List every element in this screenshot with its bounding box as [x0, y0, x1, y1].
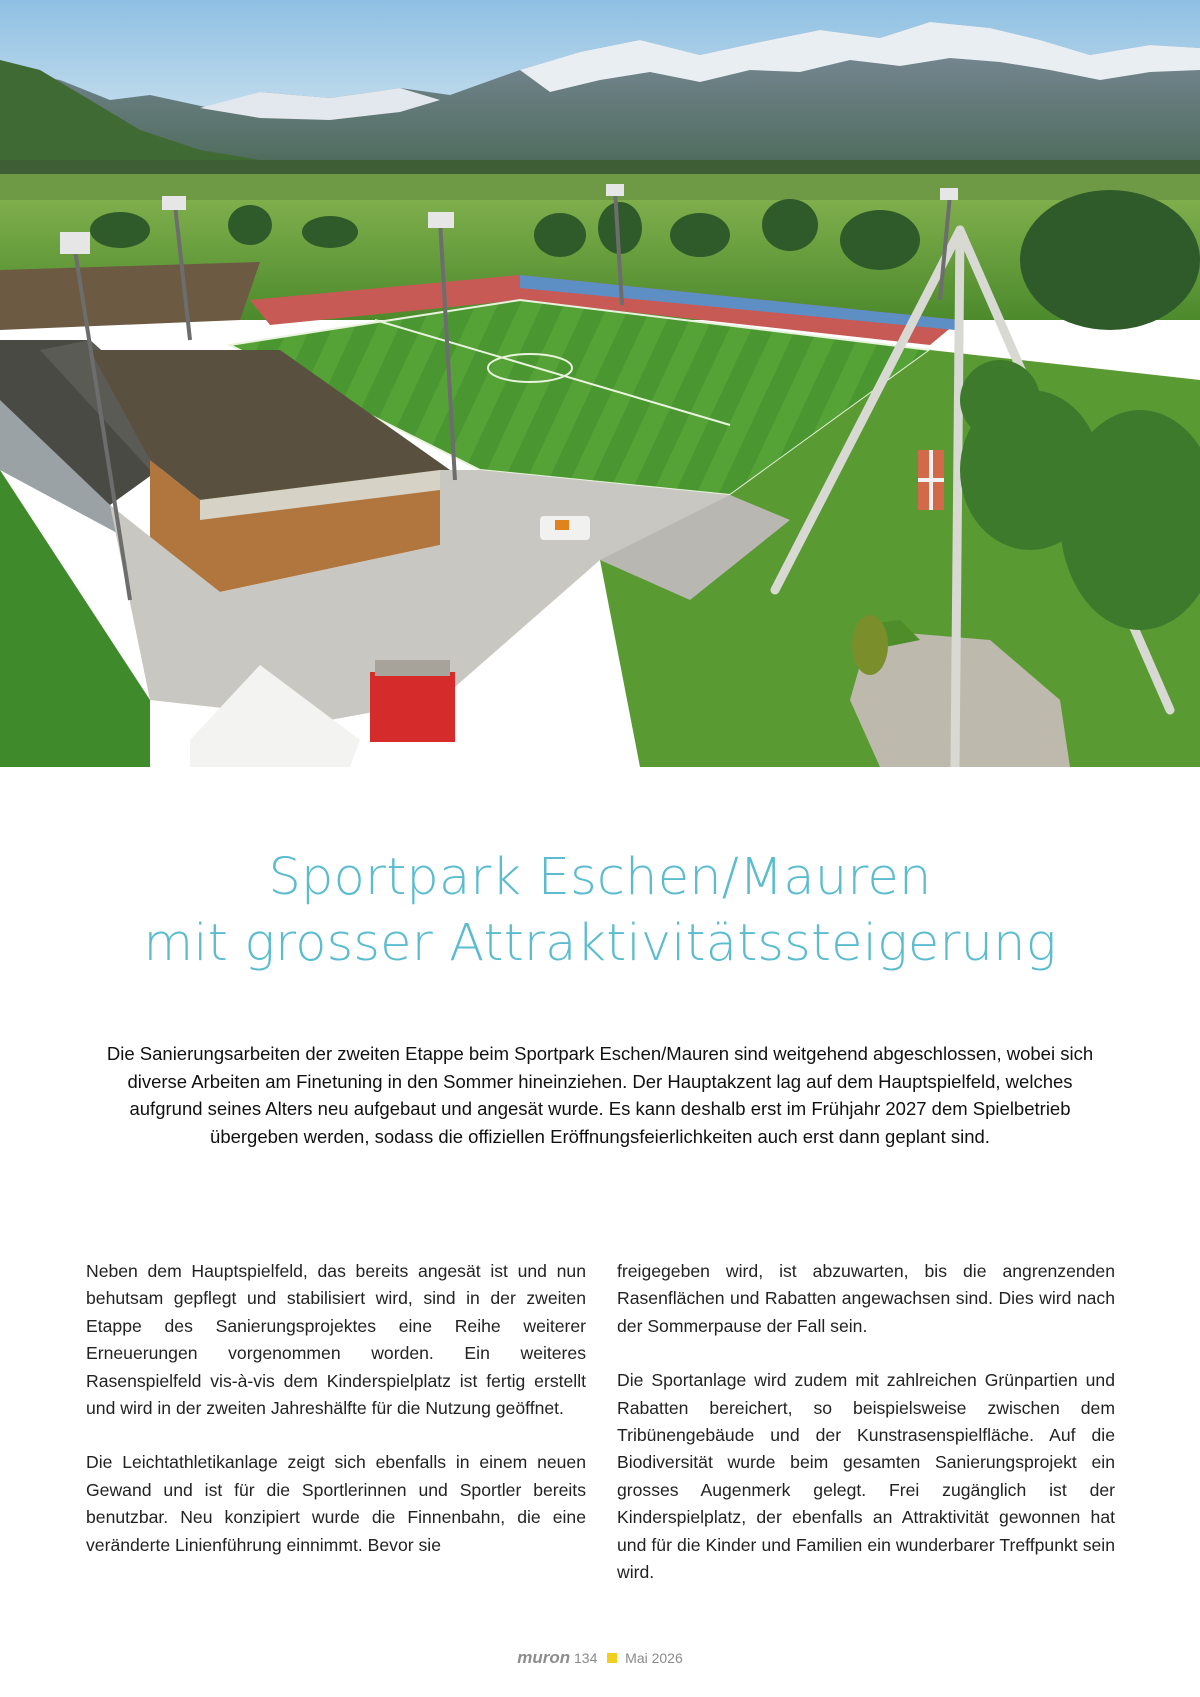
issue-number: 134	[574, 1650, 598, 1666]
body-paragraph: Neben dem Hauptspielfeld, das bereits angesät ist und nun behutsam gepflegt und stabilisiert wird, sind in der zweiten Etappe des Sanierungsprojektes eine Reihe weiterer Erneuerungen vorgenommen worden. Ein weiteres Rasenspielfeld vis-à-vis dem Kinderspielplatz ist fertig erstellt und wird in der zweiten Jahreshälfte für die Nutzung geöffnet.	[86, 1261, 586, 1419]
article-title-line-1: Sportpark Eschen/Mauren	[268, 848, 932, 907]
hero-photo	[0, 0, 1200, 767]
page-footer	[0, 1648, 1200, 1668]
magazine-name: muron	[517, 1648, 571, 1667]
article-title	[0, 845, 1200, 977]
issue-date: Mai 2026	[625, 1650, 683, 1666]
body-column-left	[86, 1258, 586, 1559]
body-column-right	[617, 1258, 1115, 1586]
body-paragraph: Die Leichtathletikanlage zeigt sich ebenfalls in einem neuen Gewand und ist für die Sportlerinnen und Sportler bereits benutzbar. Neu konzipiert wurde die Finnenbahn, die eine veränderte Linienführung einnimmt. Bevor sie	[86, 1452, 586, 1555]
body-paragraph: freigegeben wird, ist abzuwarten, bis die angrenzenden Rasenflächen und Rabatten angewachsen sind. Dies wird nach der Sommerpause der Fall sein.	[617, 1261, 1115, 1336]
article-lead: Die Sanierungsarbeiten der zweiten Etappe beim Sportpark Eschen/Mauren sind weitgehend abgeschlossen, wobei sich diverse Arbeiten am Finetuning in den Sommer hineinziehen. Der Hauptakzent lag auf dem Hauptspielfeld, welches aufgrund seines Alters neu aufgebaut und angesät wurde. Es kann deshalb erst im Frühjahr 2027 dem Spielbetrieb übergeben werden, sodass die offiziellen Eröffnungsfeierlichkeiten auch erst dann geplant sind.	[106, 1043, 1094, 1147]
sports-park-aerial-image	[0, 0, 1200, 767]
article-title-line-2: mit grosser Attraktivitätssteigerung	[143, 914, 1057, 973]
accent-square-icon	[607, 1653, 617, 1663]
body-paragraph: Die Sportanlage wird zudem mit zahlreichen Grünpartien und Rabatten bereichert, so beispielsweise zwischen dem Tribünengebäude und der Kunstrasenspielfläche. Auf die Biodiversität wurde beim gesamten Sanierungsprojekt ein grosses Augenmerk gelegt. Frei zugänglich ist der Kinderspielplatz, der ebenfalls an Attraktivität gewonnen hat und für die Kinder und Familien ein wunderbarer Treffpunkt sein wird.	[617, 1370, 1115, 1583]
